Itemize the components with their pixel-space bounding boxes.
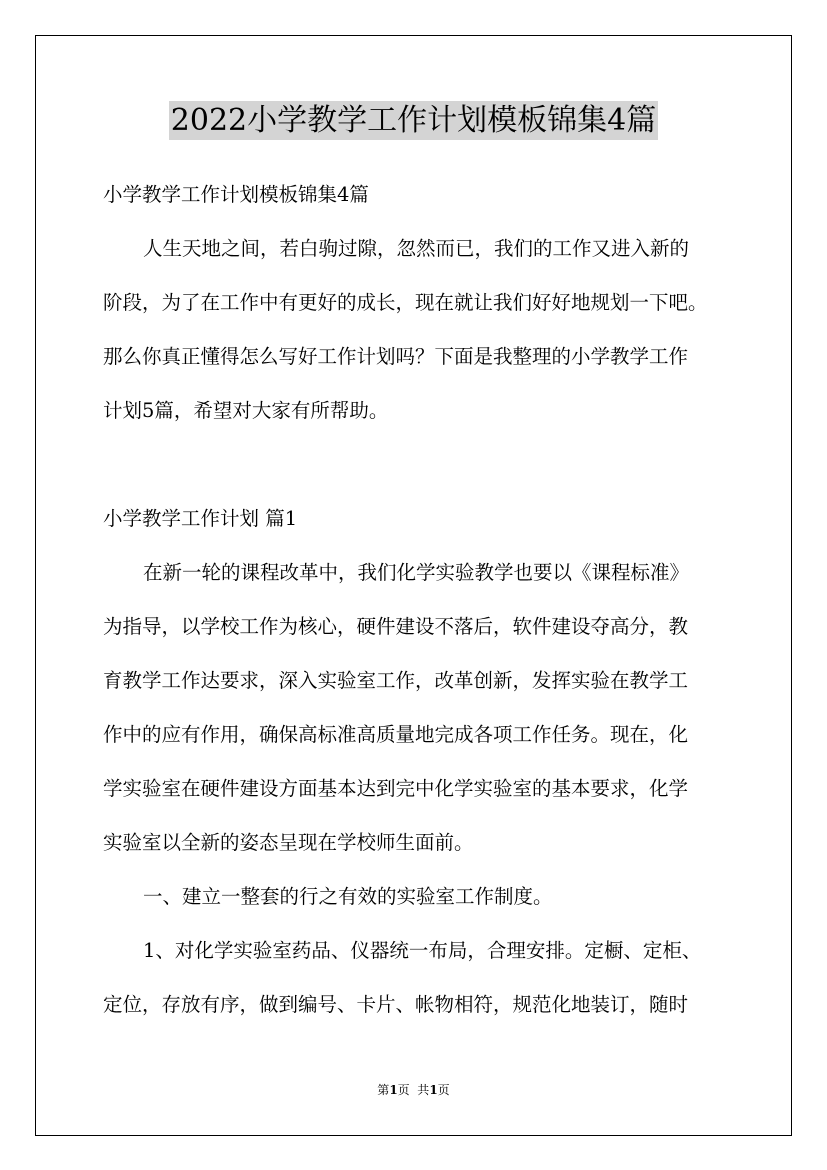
intro-line: 那么你真正懂得怎么写好工作计划吗？下面是我整理的小学教学工作 — [103, 345, 689, 368]
footer-page-number: 1 — [389, 1083, 398, 1097]
intro-line: 阶段，为了在工作中有更好的成长，现在就让我们好好地规划一下吧。 — [103, 291, 708, 314]
page-footer — [0, 1082, 827, 1098]
body-line: 一、建立一整套的行之有效的实验室工作制度。 — [143, 885, 553, 908]
footer-prefix: 第 — [377, 1083, 390, 1097]
body-line: 作中的应有作用，确保高标准高质量地完成各项工作任务。现在，化 — [103, 723, 689, 746]
intro-line: 人生天地之间，若白驹过隙，忽然而已，我们的工作又进入新的 — [143, 237, 690, 260]
body-line: 定位，存放有序，做到编号、卡片、帐物相符，规范化地装订，随时 — [103, 993, 689, 1016]
intro-line: 计划5篇，希望对大家有所帮助。 — [103, 399, 389, 422]
body-line: 1、对化学实验室药品、仪器统一布局，合理安排。定橱、定柜、 — [143, 939, 702, 962]
body-line: 实验室以全新的姿态呈现在学校师生面前。 — [103, 831, 474, 854]
document-subtitle: 小学教学工作计划模板锦集4篇 — [103, 183, 369, 206]
footer-total-pages: 1 — [429, 1083, 438, 1097]
footer-suffix: 页 — [437, 1083, 450, 1097]
body-line: 在新一轮的课程改革中，我们化学实验教学也要以《课程标准》 — [143, 561, 690, 584]
body-line: 育教学工作达要求，深入实验室工作，改革创新，发挥实验在教学工 — [103, 669, 689, 692]
document-title-text: 2022小学教学工作计划模板锦集4篇 — [170, 103, 657, 138]
body-line: 为指导，以学校工作为核心，硬件建设不落后，软件建设夺高分，教 — [103, 615, 689, 638]
document-title — [0, 98, 827, 144]
section-heading: 小学教学工作计划 篇1 — [103, 507, 298, 530]
body-line: 学实验室在硬件建设方面基本达到完中化学实验室的基本要求，化学 — [103, 777, 689, 800]
footer-mid: 页 共 — [397, 1083, 430, 1097]
